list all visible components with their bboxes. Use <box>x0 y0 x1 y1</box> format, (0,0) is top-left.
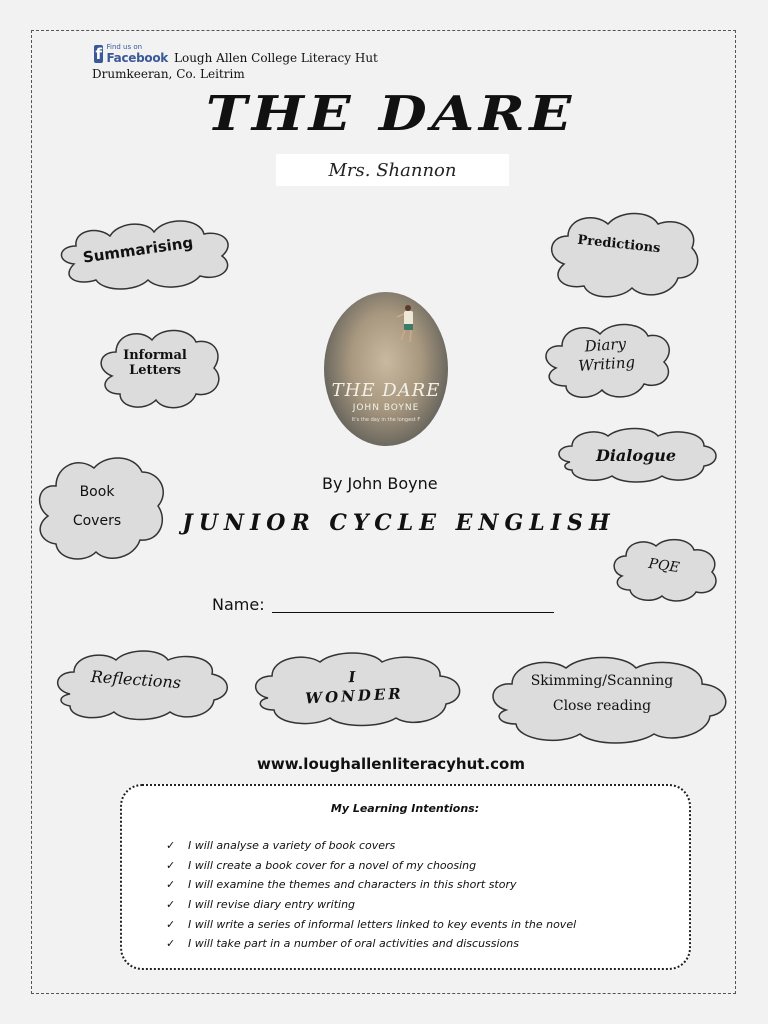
school-address: Drumkeeran, Co. Leitrim <box>92 67 245 81</box>
learning-intentions-list <box>166 836 576 954</box>
facebook-name-text: Facebook <box>106 50 168 65</box>
learning-intentions-heading: My Learning Intentions: <box>330 802 480 815</box>
check-icon: ✓ <box>166 858 176 872</box>
list-item-text: I will take part in a number of oral activities and discussions <box>188 937 519 951</box>
course-title: JUNIOR CYCLE ENGLISH <box>182 510 616 536</box>
cloud-informal-text: Informal <box>123 348 187 363</box>
cover-tagline: It's the day in the longest F <box>351 417 421 423</box>
check-icon: ✓ <box>166 898 176 912</box>
cloud-pqe-label: PQE <box>647 555 681 577</box>
cover-author: JOHN BOYNE <box>352 403 420 413</box>
learning-intentions-box <box>120 784 691 970</box>
page-title: THE DARE <box>206 86 576 142</box>
cloud-covers-text: Covers <box>72 513 122 529</box>
cloud-wonder-text: WONDER <box>304 684 405 708</box>
cloud-summarising-label: Summarising <box>81 233 195 267</box>
name-input-line[interactable] <box>272 612 554 613</box>
facebook-icon: f <box>95 45 102 63</box>
check-icon: ✓ <box>166 878 176 892</box>
list-item <box>166 914 576 934</box>
check-icon: ✓ <box>166 937 176 951</box>
cloud-letters-text: Letters <box>129 363 181 378</box>
cloud-i-text: I <box>347 667 359 686</box>
teacher-name: Mrs. Shannon <box>276 154 509 186</box>
byline: By John Boyne <box>322 474 438 493</box>
cloud-diary-writing-label <box>555 329 658 382</box>
check-icon: ✓ <box>166 839 176 853</box>
cloud-skimming-label <box>512 666 692 722</box>
cloud-informal-letters-label <box>108 340 202 386</box>
list-item <box>166 934 576 954</box>
cover-title: THE DARE <box>331 380 441 401</box>
list-item <box>166 836 576 856</box>
cloud-dialogue-label: Dialogue <box>595 445 677 465</box>
list-item-text: I will analyse a variety of book covers <box>188 839 396 853</box>
list-item-text: I will create a book cover for a novel of my choosing <box>188 858 477 872</box>
running-child-figure <box>394 304 416 344</box>
cloud-skimming-text: Skimming/Scanning <box>530 672 674 689</box>
list-item-text: I will write a series of informal letters linked to key events in the novel <box>188 917 577 931</box>
list-item-text: I will revise diary entry writing <box>188 898 356 912</box>
check-icon: ✓ <box>166 917 176 931</box>
book-cover-image <box>324 292 448 446</box>
cloud-predictions-label: Predictions <box>576 232 662 256</box>
facebook-logo[interactable] <box>94 43 168 65</box>
school-name: Lough Allen College Literacy Hut <box>174 51 378 65</box>
list-item <box>166 895 576 915</box>
cloud-book-text: Book <box>79 483 115 500</box>
cloud-diary-text: Diary <box>583 334 627 355</box>
website-link[interactable]: www.loughallenliteracyhut.com <box>257 755 525 773</box>
cloud-reflections-label: Reflections <box>90 666 182 692</box>
list-item-text: I will examine the themes and characters in this short story <box>188 878 517 892</box>
list-item <box>166 875 576 895</box>
cloud-i-wonder-label <box>291 661 417 713</box>
cloud-close-reading-text: Close reading <box>552 698 652 714</box>
facebook-find-text: Find us on <box>106 42 143 51</box>
list-item <box>166 856 576 876</box>
cloud-writing-text: Writing <box>577 353 636 375</box>
name-label: Name: <box>212 595 265 614</box>
